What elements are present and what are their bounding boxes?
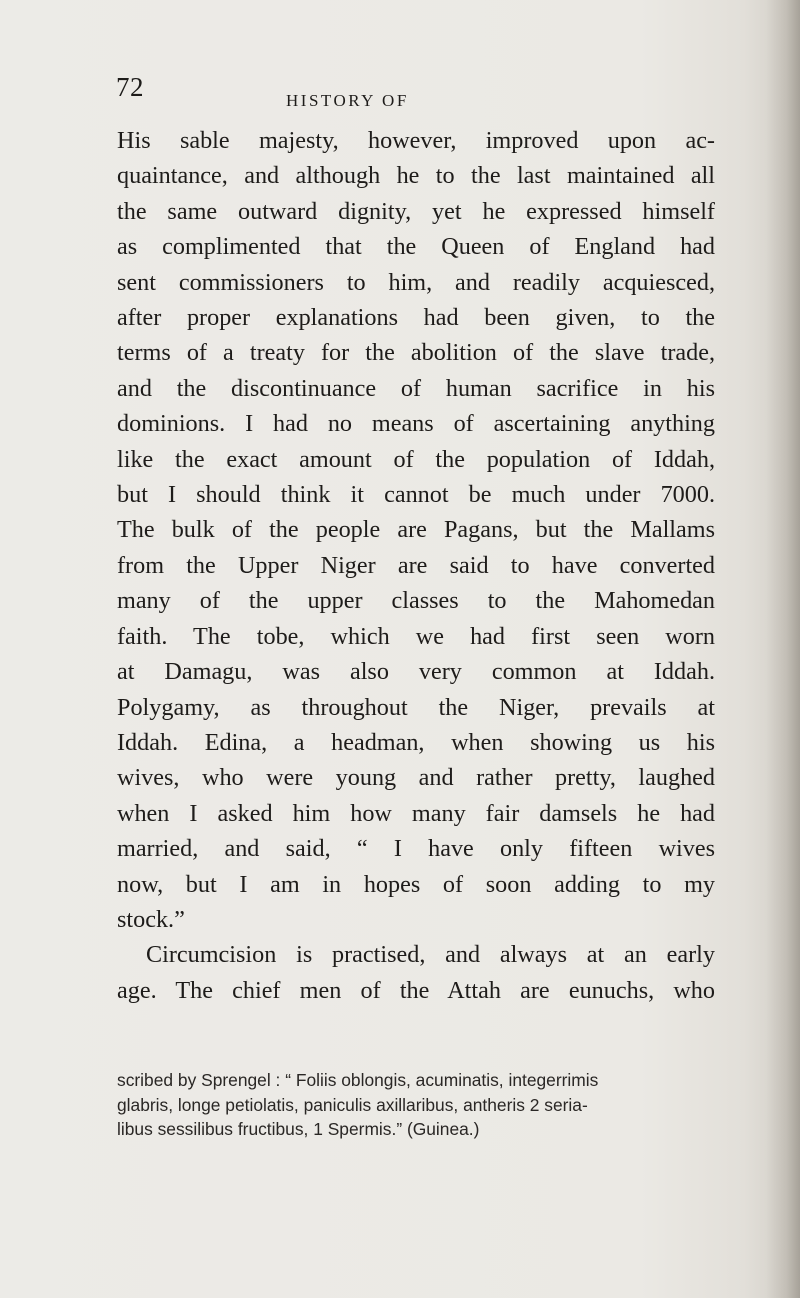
footnote-line: glabris, longe petiolatis, paniculis axillaribus, antheris 2 seria-	[117, 1094, 588, 1115]
text-line: from the Upper Niger are said to have converted	[117, 551, 715, 579]
running-head: HISTORY OF	[286, 91, 409, 110]
text-line: married, and said, “ I have only fifteen wives	[117, 835, 715, 863]
text-line: Polygamy, as throughout the Niger, prevails at	[117, 693, 715, 721]
page-number: 72	[116, 72, 144, 102]
page-edge-shadow	[766, 0, 800, 1298]
footnote	[117, 1068, 715, 1142]
text-line: when I asked him how many fair damsels he had	[117, 799, 715, 827]
text-line: The bulk of the people are Pagans, but the Mallams	[117, 516, 715, 544]
text-line: Circumcision is practised, and always at an early	[146, 941, 715, 969]
text-line: now, but I am in hopes of soon adding to my	[117, 870, 715, 898]
text-line: terms of a treaty for the abolition of the slave trade,	[117, 339, 715, 367]
text-line: like the exact amount of the population of Iddah,	[117, 445, 715, 473]
text-line: sent commissioners to him, and readily acquiesced,	[117, 268, 715, 296]
text-line: dominions. I had no means of ascertaining anything	[117, 410, 715, 438]
text-line: at Damagu, was also very common at Iddah.	[117, 658, 715, 686]
text-line: wives, who were young and rather pretty, laughed	[117, 764, 715, 792]
text-line: stock.”	[117, 905, 185, 933]
text-line: after proper explanations had been given, to the	[117, 304, 715, 332]
text-line: many of the upper classes to the Mahomedan	[117, 587, 715, 615]
footnote-line: scribed by Sprengel : “ Foliis oblongis, acuminatis, integerrimis	[117, 1070, 599, 1090]
text-line: as complimented that the Queen of England had	[117, 233, 715, 261]
body-text	[117, 123, 715, 1008]
text-line: age. The chief men of the Attah are eunuchs, who	[117, 976, 715, 1004]
text-line: His sable majesty, however, improved upon ac-	[117, 127, 715, 154]
footnote-line: libus sessilibus fructibus, 1 Spermis.” (Guinea.)	[117, 1119, 480, 1139]
text-line: but I should think it cannot be much under 7000.	[117, 481, 715, 509]
text-line: faith. The tobe, which we had first seen worn	[117, 622, 715, 650]
text-line: and the discontinuance of human sacrifice in his	[117, 374, 715, 402]
text-line: quaintance, and although he to the last maintained all	[117, 162, 715, 190]
text-line: Iddah. Edina, a headman, when showing us his	[117, 728, 715, 756]
text-line: the same outward dignity, yet he expressed himself	[117, 197, 715, 225]
